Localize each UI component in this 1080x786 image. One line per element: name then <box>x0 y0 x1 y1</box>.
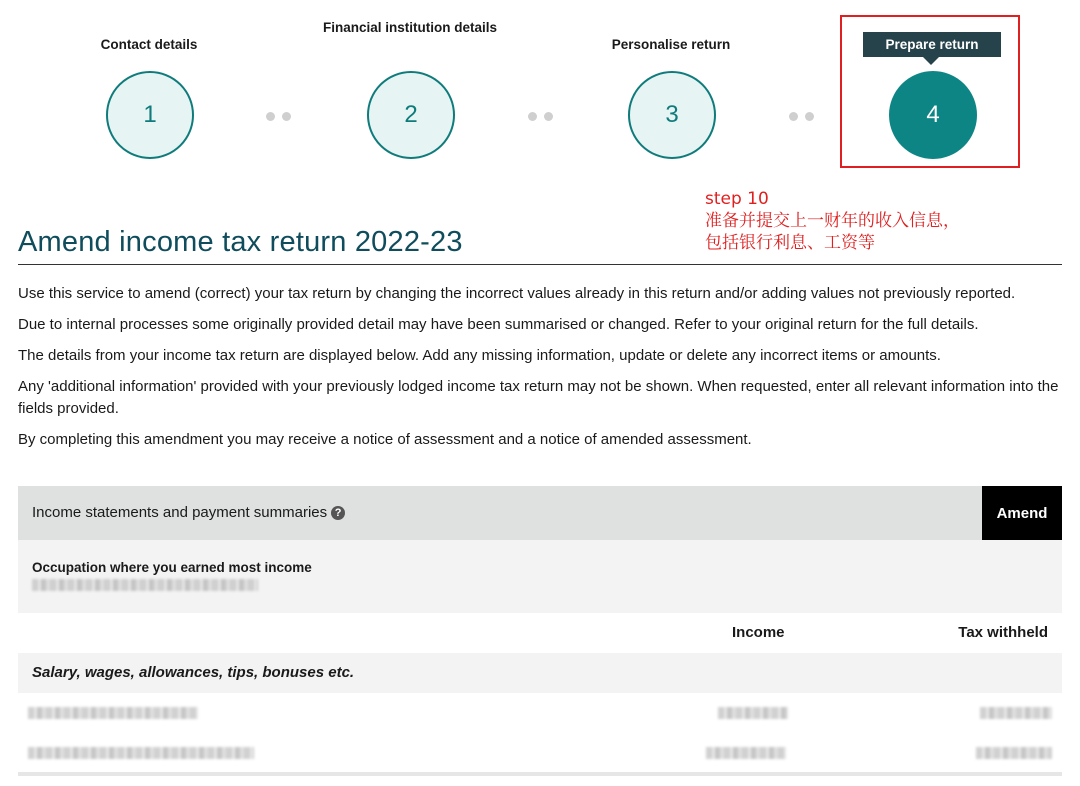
amend-button[interactable]: Amend <box>982 486 1062 540</box>
table-bottom-edge <box>18 772 1062 776</box>
intro-text <box>18 283 1062 460</box>
step-connector <box>266 112 296 122</box>
category-label: Salary, wages, allowances, tips, bonuses etc. <box>32 664 355 681</box>
intro-paragraph: By completing this amendment you may receive a notice of assessment and a notice of amended assessment. <box>18 431 752 448</box>
step-contact-details <box>49 0 249 170</box>
redacted-occupation-value <box>32 579 258 591</box>
table-row[interactable] <box>18 733 1062 774</box>
step-circle: 2 <box>367 71 455 159</box>
step-label: Financial institution details <box>322 20 498 35</box>
annotation-line: 包括银行利息、工资等 <box>705 233 875 253</box>
table-row[interactable] <box>18 693 1062 734</box>
divider <box>18 264 1062 265</box>
redacted-payer-name <box>28 707 198 719</box>
table-header-row <box>18 613 1062 654</box>
section-title-text: Income statements and payment summaries <box>32 504 328 521</box>
intro-paragraph: Any 'additional information' provided with your previously lodged income tax return may not be shown. When requested, enter all relevant information into the fields provided. <box>18 378 1059 417</box>
annotation-line: step 10 <box>705 189 769 209</box>
redacted-income-amount <box>706 747 786 759</box>
column-header-income: Income <box>732 624 785 641</box>
progress-stepper <box>0 0 1080 180</box>
annotation-highlight-box <box>840 15 1020 168</box>
step-personalise-return <box>571 0 771 170</box>
step-circle: 1 <box>106 71 194 159</box>
question-circle-icon[interactable]: ? <box>331 506 345 520</box>
step-label: Personalise return <box>611 37 731 52</box>
current-step-tooltip: Prepare return <box>863 32 1001 57</box>
step-circle: 3 <box>628 71 716 159</box>
annotation-line: 准备并提交上一财年的收入信息， <box>705 211 960 231</box>
step-label: Contact details <box>100 37 198 52</box>
step-financial-institution <box>310 0 510 170</box>
income-statements-header <box>18 486 1062 540</box>
step-circle-active: 4 <box>889 71 977 159</box>
annotation-note <box>705 188 960 254</box>
intro-paragraph: The details from your income tax return are displayed below. Add any missing information, update or delete any incorrect items or amounts. <box>18 347 941 364</box>
redacted-tax-amount <box>980 707 1052 719</box>
redacted-income-amount <box>718 707 788 719</box>
column-header-tax-withheld: Tax withheld <box>958 624 1048 641</box>
redacted-tax-amount <box>976 747 1052 759</box>
section-title <box>32 486 345 540</box>
table-category-row <box>18 653 1062 694</box>
redacted-payer-name <box>28 747 254 759</box>
intro-paragraph: Due to internal processes some originally provided detail may have been summarised or changed. Refer to your original return for the full details. <box>18 316 979 333</box>
occupation-panel <box>18 540 1062 613</box>
step-connector <box>528 112 558 122</box>
step-connector <box>789 112 819 122</box>
page-title: Amend income tax return 2022-23 <box>18 226 463 258</box>
intro-paragraph: Use this service to amend (correct) your tax return by changing the incorrect values already in this return and/or adding values not previously reported. <box>18 285 1016 302</box>
occupation-label: Occupation where you earned most income <box>32 560 312 575</box>
